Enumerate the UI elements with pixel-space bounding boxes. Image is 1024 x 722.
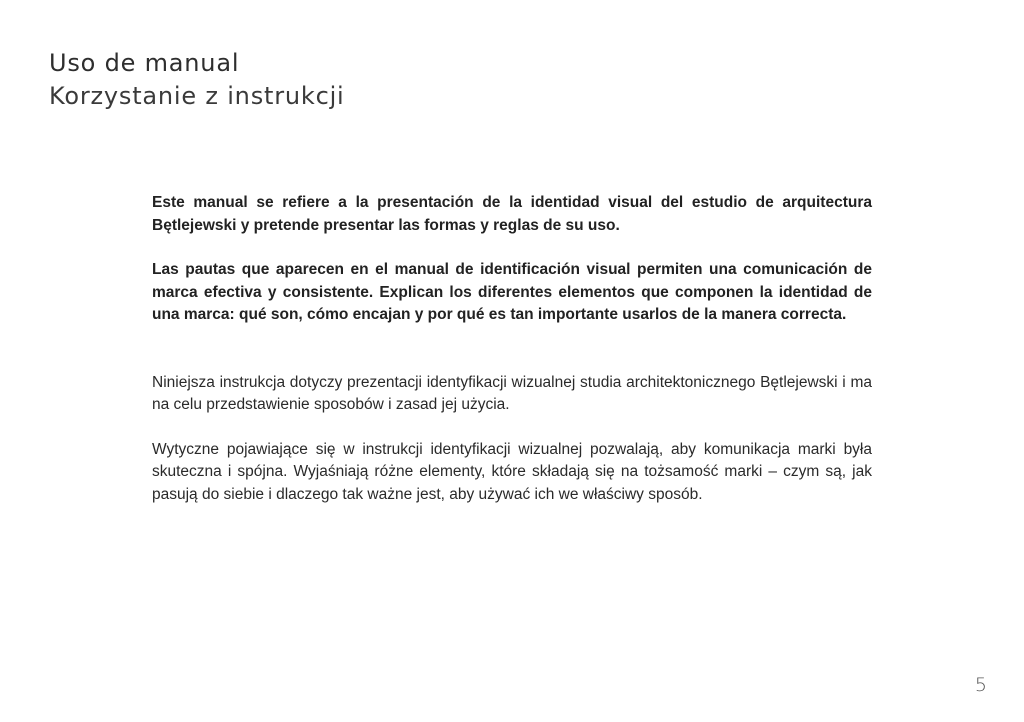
spanish-paragraph-2: Las pautas que aparecen en el manual de identificación visual permiten una comunicación de marca efectiva y consistente. Explican los diferentes elementos que componen la identidad de una marca: qué son, cómo encajan y por qué es tan importante usarlos de la manera correcta. xyxy=(152,261,872,323)
page-title-spanish: Uso de manual xyxy=(49,49,240,77)
spanish-paragraph-1: Este manual se refiere a la presentación de la identidad visual del estudio de arquitectura Bętlejewski y pretende presentar las formas y reglas de su uso. xyxy=(152,194,872,234)
polish-paragraph-1: Niniejsza instrukcja dotyczy prezentacji identyfikacji wizualnej studia architektonicznego Bętlejewski i ma na celu przedstawienie sposobów i zasad jej użycia. xyxy=(152,373,872,413)
section-spacer xyxy=(152,327,872,372)
paragraph-spacer xyxy=(152,237,872,259)
paragraph-spacer xyxy=(152,417,872,439)
page-title-polish: Korzystanie z instrukcji xyxy=(49,82,345,110)
page-title-block xyxy=(49,47,345,113)
body-content xyxy=(152,192,872,506)
page-number: 5 xyxy=(974,674,987,696)
polish-paragraph-2: Wytyczne pojawiające się w instrukcji identyfikacji wizualnej pozwalają, aby komunikacja marki była skuteczna i spójna. Wyjaśniają różne elementy, które składają się na tożsamość marki – czym są, jak pasują do siebie i dlaczego tak ważne jest, aby używać ich we właściwy sposób. xyxy=(152,440,872,503)
